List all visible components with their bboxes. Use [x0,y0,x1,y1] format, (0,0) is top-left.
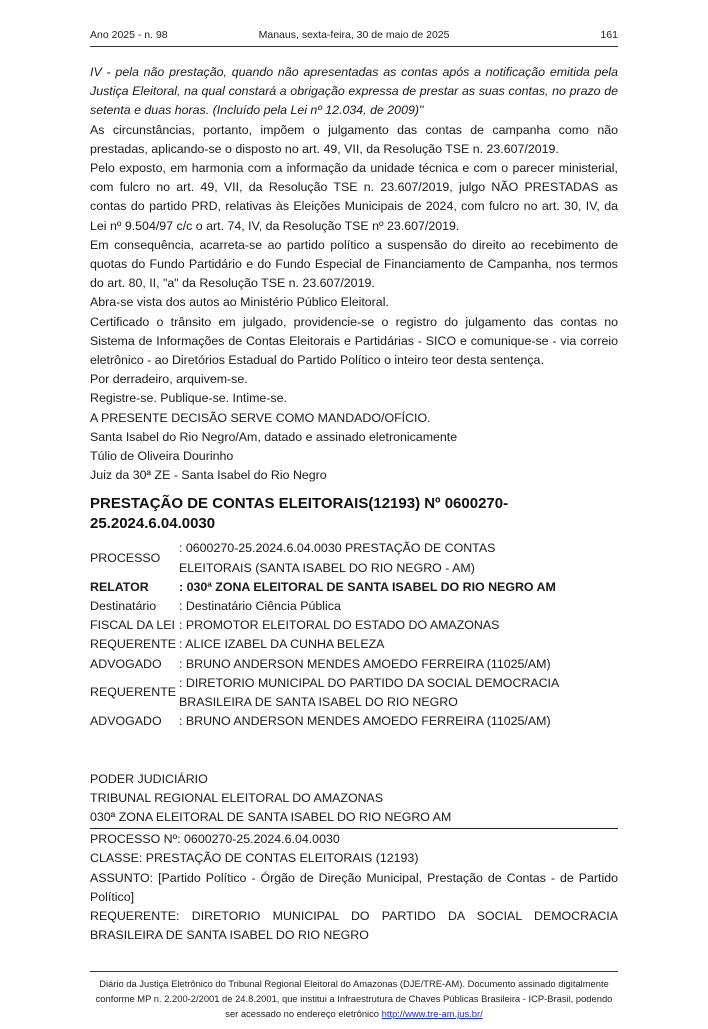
field-label: REQUERENTE [90,685,177,700]
field-value: : BRUNO ANDERSON MENDES AMOEDO FERREIRA (11025/AM) [179,714,551,729]
page-number: 161 [600,29,618,41]
field-label: PROCESSO [90,551,161,566]
signature-place: Santa Isabel do Rio Negro/Am, datado e assinado eletronicamente [90,429,458,444]
court-header-line: PODER JUDICIÁRIO [90,771,208,786]
quoted-law-paragraph: IV - pela não prestação, quando não apresentadas as contas após a notificação emitida pela Justiça Eleitoral, na qual constará a obrigação expressa de prestar as suas contas, no prazo de setenta e duas horas. (Incluído pela Lei nº 12.034, de 2009)" [90,65,618,118]
paragraph: As circunstâncias, portanto, impõem o julgamento das contas de campanha como não prestadas, aplicando-se o disposto no art. 49, VII, da Resolução TSE n. 23.607/2019. [90,122,618,156]
paragraph: Por derradeiro, arquivem-se. [90,372,248,387]
place-date: Manaus, sexta-feira, 30 de maio de 2025 [258,29,450,41]
section-title: PRESTAÇÃO DE CONTAS ELEITORAIS(12193) Nº 0600270-25.2024.6.04.0030 [90,495,509,533]
paragraph: A PRESENTE DECISÃO SERVE COMO MANDADO/OFÍCIO. [90,410,431,425]
paragraph: Abra-se vista dos autos ao Ministério Público Eleitoral. [90,295,389,310]
table-row [90,655,560,674]
paragraph: Pelo exposto, em harmonia com a informação da unidade técnica e com o parecer ministerial, com fulcro no art. 49, VII, da Resolução TSE n. 23.607/2019, julgo NÃO PRESTADAS as contas do partido PRD, relativas às Eleições Municipais de 2024, com fulcro no art. 30, IV, da Lei nº 9.504/97 c/c o art. 74, IV, da Resolução TSE nº 23.607/2019. [90,161,618,233]
decision-body [90,63,618,485]
table-row [90,578,560,597]
case-processo: PROCESSO Nº: 0600270-25.2024.6.04.0030 [90,832,340,847]
court-header-line: TRIBUNAL REGIONAL ELEITORAL DO AMAZONAS [90,790,384,805]
field-label: ADVOGADO [90,656,162,671]
footer-line [80,1006,628,1021]
case-requerente: REQUERENTE: DIRETORIO MUNICIPAL DO PARTIDO DA SOCIAL DEMOCRACIA BRASILEIRA DE SANTA ISABEL DO RIO NEGRO [90,908,618,943]
footer-line: conforme MP n. 2.200-2/2001 de 24.8.2001, que institui a Infraestrutura de Chaves Públicas Brasileira - ICP-Brasil, podendo [95,993,613,1005]
header-divider [90,46,618,47]
table-row [90,597,560,616]
footer-line-prefix: ser acessado no endereço eletrônico [225,1008,382,1020]
field-label: Destinatário [90,599,157,614]
field-value: : BRUNO ANDERSON MENDES AMOEDO FERREIRA (11025/AM) [179,656,551,671]
paragraph: Certificado o trânsito em julgado, providencie-se o registro do julgamento das contas no Sistema de Informações de Contas Eleitorais e Partidárias - SICO e comunique-se - via correio eletrônico - ao Diretórios Estadual do Partido Político o inteiro teor desta sentença. [90,314,618,368]
table-row [90,674,560,712]
table-row [90,635,560,654]
field-label: ADVOGADO [90,714,162,729]
field-value: : DIRETORIO MUNICIPAL DO PARTIDO DA SOCIAL DEMOCRACIA BRASILEIRA DE SANTA ISABEL DO RIO NEGRO [179,675,559,710]
field-label: FISCAL DA LEI [90,618,175,633]
footer-line: Diário da Justiça Eletrônico do Tribunal Regional Eleitoral do Amazonas (DJE/TRE-AM). Documento assinado digitalmente [99,978,609,990]
case-assunto: ASSUNTO: [Partido Político - Órgão de Direção Municipal, Prestação de Contas - de Partido Político] [90,870,618,904]
field-label: REQUERENTE [90,637,177,652]
field-label: RELATOR [90,579,149,594]
field-value: : ALICE IZABEL DA CUNHA BELEZA [179,637,385,652]
court-document-block [90,770,618,946]
footer-divider [90,971,618,972]
page-footer [80,976,628,1021]
edition-number: Ano 2025 - n. 98 [90,29,168,41]
document-page [90,0,618,1029]
court-header-line: 030ª ZONA ELEITORAL DE SANTA ISABEL DO RIO NEGRO AM [90,809,452,824]
table-row [90,712,560,731]
field-value: : Destinatário Ciência Pública [179,599,341,614]
tre-am-website-link[interactable]: http://www.tre-am.jus.br/ [381,1008,483,1020]
case-classe: CLASSE: PRESTAÇÃO DE CONTAS ELEITORAIS (12193) [90,851,419,866]
table-row [90,616,560,635]
case-metadata-table [90,539,560,731]
field-value: : 0600270-25.2024.6.04.0030 PRESTAÇÃO DE CONTAS ELEITORAIS (SANTA ISABEL DO RIO NEGRO - AM) [179,541,496,575]
field-value: : PROMOTOR ELEITORAL DO ESTADO DO AMAZONAS [179,618,500,633]
court-header-divider [90,828,618,829]
page-header [90,28,618,42]
paragraph: Em consequência, acarreta-se ao partido político a suspensão do direito ao recebimento de quotas do Fundo Partidário e do Fundo Especial de Financiamento de Campanha, nos termos do art. 80, II, "a" da Resolução TSE n. 23.607/2019. [90,237,618,291]
signature-name: Túlio de Oliveira Dourinho [90,449,234,464]
table-row [90,539,560,577]
signature-role: Juiz da 30ª ZE - Santa Isabel do Rio Negro [90,468,327,483]
field-value: : 030ª ZONA ELEITORAL DE SANTA ISABEL DO RIO NEGRO AM [179,579,556,594]
paragraph: Registre-se. Publique-se. Intime-se. [90,391,287,406]
